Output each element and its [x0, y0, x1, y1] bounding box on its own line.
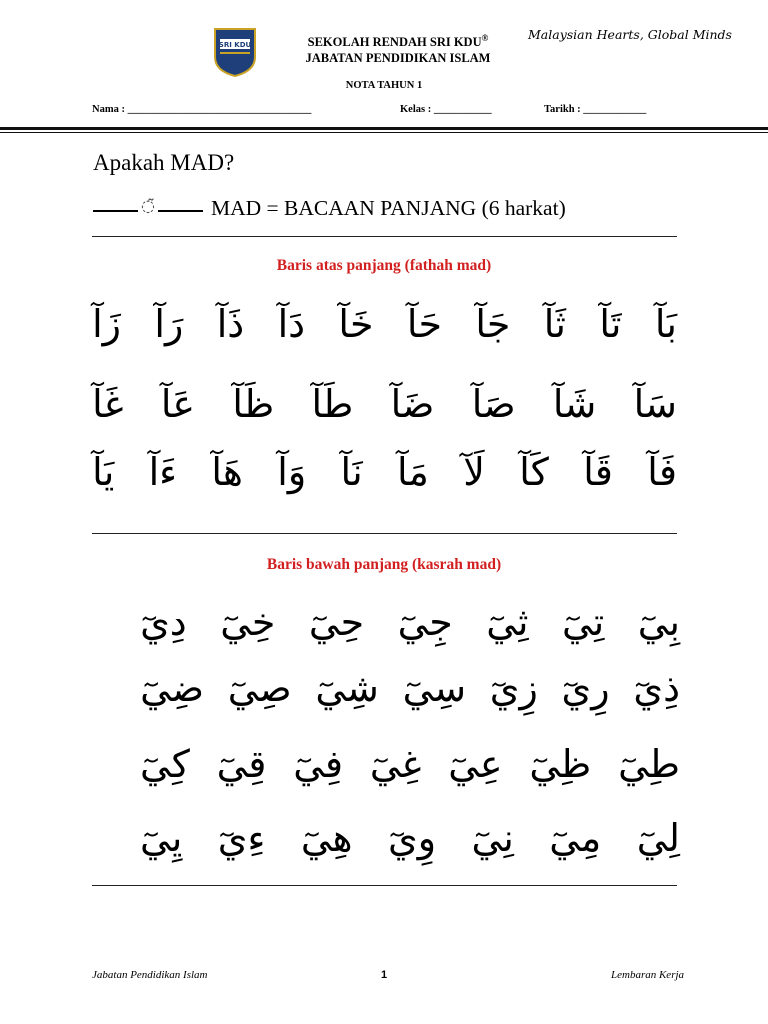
arabic-syllable: حِيٓ	[308, 600, 365, 644]
arabic-syllable: عِيٓ	[448, 742, 503, 786]
arabic-syllable: كِيٓ	[140, 742, 190, 786]
arabic-syllable: نَآ	[340, 450, 363, 494]
page-question: Apakah MAD?	[93, 150, 235, 175]
school-header	[280, 30, 516, 66]
arabic-syllable: طِيٓ	[618, 742, 680, 786]
section-b-row-3	[140, 738, 680, 790]
mad-symbol-icon: ◌̃	[93, 200, 203, 220]
arabic-syllable: جَآ	[475, 302, 511, 346]
section-a-row-3	[92, 446, 677, 498]
divider	[92, 236, 677, 237]
arabic-syllable: خَآ	[338, 302, 374, 346]
mad-definition-text: MAD = BACAAN PANJANG (6 harkat)	[211, 196, 566, 220]
school-name: SEKOLAH RENDAH SRI KDU	[307, 35, 482, 50]
date-field[interactable]: Tarikh : ____________	[544, 104, 647, 115]
logo-text: SRI KDU	[218, 41, 252, 49]
header-rule-thin	[0, 132, 768, 133]
arabic-syllable: بَآ	[654, 302, 677, 346]
header-rule-thick	[0, 127, 768, 130]
name-field[interactable]: Nama : ___________________________________	[92, 104, 312, 115]
arabic-syllable: ظِيٓ	[529, 742, 592, 786]
section-a-title: Baris atas panjang (fathah mad)	[276, 257, 492, 274]
class-field[interactable]: Kelas : ___________	[400, 104, 492, 115]
divider	[92, 533, 677, 534]
arabic-syllable: شِيٓ	[315, 666, 379, 710]
arabic-syllable: فِيٓ	[293, 742, 344, 786]
arabic-syllable: غِيٓ	[369, 742, 422, 786]
section-b-row-2	[140, 662, 680, 714]
arabic-syllable: دِيٓ	[140, 600, 187, 644]
arabic-syllable: نِيٓ	[471, 816, 514, 860]
arabic-syllable: ذَآ	[216, 302, 245, 346]
arabic-syllable: قَآ	[583, 450, 613, 494]
arabic-syllable: ثِيٓ	[486, 600, 529, 644]
arabic-syllable: ثَآ	[543, 302, 566, 346]
arabic-syllable: تِيٓ	[562, 600, 605, 644]
mad-definition	[93, 196, 566, 221]
arabic-syllable: دَآ	[277, 302, 306, 346]
arabic-syllable: غَآ	[92, 382, 124, 426]
registered-mark: ®	[481, 33, 489, 43]
arabic-syllable: زَآ	[92, 302, 122, 346]
department-name: JABATAN PENDIDIKAN ISLAM	[305, 51, 491, 66]
arabic-syllable: وَآ	[277, 450, 307, 494]
arabic-syllable: رَآ	[154, 302, 184, 346]
footer-worksheet-label: Lembaran Kerja	[611, 969, 685, 981]
divider	[92, 885, 677, 886]
arabic-syllable: سَآ	[633, 382, 677, 426]
arabic-syllable: ءَآ	[148, 450, 178, 494]
arabic-syllable: يِيٓ	[140, 816, 183, 860]
arabic-syllable: تَآ	[599, 302, 622, 346]
section-b-title: Baris bawah panjang (kasrah mad)	[266, 556, 502, 573]
arabic-syllable: ءِيٓ	[217, 816, 266, 860]
arabic-syllable: طَآ	[311, 382, 354, 426]
arabic-syllable: بِيٓ	[637, 600, 680, 644]
section-a-row-2	[92, 378, 677, 430]
arabic-syllable: وِيٓ	[388, 816, 437, 860]
arabic-syllable: رِيٓ	[561, 666, 610, 710]
school-motto: Malaysian Hearts, Global Minds	[528, 27, 732, 42]
section-b-row-4	[140, 812, 680, 864]
note-title: NOTA TAHUN 1	[345, 80, 423, 91]
arabic-syllable: صِيٓ	[227, 666, 292, 710]
arabic-syllable: ظَآ	[232, 382, 275, 426]
arabic-syllable: هَآ	[211, 450, 243, 494]
arabic-syllable: خِيٓ	[220, 600, 276, 644]
arabic-syllable: مِيٓ	[549, 816, 602, 860]
section-a-row-1	[92, 298, 677, 350]
arabic-syllable: ضَآ	[390, 382, 435, 426]
arabic-syllable: ذِيٓ	[633, 666, 680, 710]
arabic-syllable: جِيٓ	[397, 600, 453, 644]
arabic-syllable: قِيٓ	[216, 742, 267, 786]
arabic-syllable: مَآ	[396, 450, 429, 494]
footer-department: Jabatan Pendidikan Islam	[92, 969, 208, 981]
arabic-syllable: كَآ	[519, 450, 549, 494]
arabic-syllable: سِيٓ	[402, 666, 467, 710]
arabic-syllable: ضِيٓ	[140, 666, 205, 710]
arabic-syllable: عَآ	[160, 382, 196, 426]
arabic-syllable: لِيٓ	[636, 816, 680, 860]
arabic-syllable: شَآ	[552, 382, 597, 426]
arabic-syllable: صَآ	[471, 382, 516, 426]
arabic-syllable: زِيٓ	[489, 666, 538, 710]
arabic-syllable: يَآ	[92, 450, 115, 494]
arabic-syllable: حَآ	[406, 302, 442, 346]
arabic-syllable: فَآ	[647, 450, 677, 494]
school-logo	[212, 27, 258, 77]
page-number: 1	[380, 969, 388, 981]
section-b-row-1	[140, 596, 680, 648]
arabic-syllable: هِيٓ	[300, 816, 353, 860]
arabic-syllable: لَآ	[463, 450, 485, 494]
